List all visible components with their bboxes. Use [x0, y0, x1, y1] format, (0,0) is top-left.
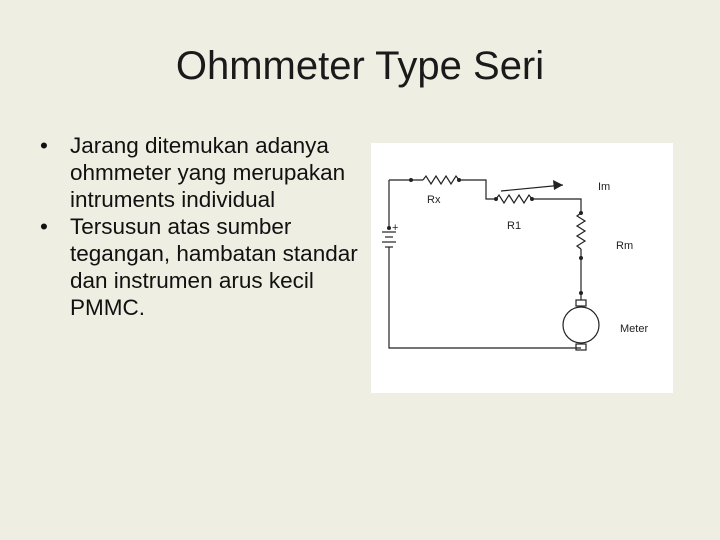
bullet-dot-icon: •	[40, 133, 48, 158]
slide-title: Ohmmeter Type Seri	[175, 44, 545, 88]
junction-dot	[530, 197, 534, 201]
circuit-svg	[371, 143, 673, 393]
label-im: Im	[598, 181, 611, 193]
circuit-diagram	[371, 143, 673, 393]
junction-dot	[579, 291, 583, 295]
bullet-item	[34, 213, 364, 321]
wire-bottom	[389, 277, 581, 348]
bullet-item	[34, 132, 364, 213]
junction-dot	[494, 197, 498, 201]
junction-dot	[409, 178, 413, 182]
bullet-dot-icon: •	[40, 214, 48, 239]
bullet-text: Tersusun atas sumber tegangan, hambatan standar dan instrumen arus kecil PMMC.	[70, 214, 358, 320]
label-r1: R1	[507, 220, 522, 232]
junction-dot	[579, 211, 583, 215]
bullet-list	[34, 132, 364, 321]
resistor-rm	[577, 213, 585, 249]
label-rx: Rx	[427, 194, 441, 206]
arrow-head-icon	[553, 180, 563, 190]
junction-dot	[579, 256, 583, 260]
bullet-text: Jarang ditemukan adanya ohmmeter yang merupakan intruments individual	[70, 133, 346, 212]
wire-top-mid	[459, 180, 496, 199]
wire-top-right	[532, 199, 581, 213]
resistor-rx	[423, 176, 459, 184]
meter-bottom-terminal	[576, 344, 586, 350]
meter-top-terminal	[576, 300, 586, 306]
resistor-r1	[496, 195, 532, 203]
label-battery-plus: +	[392, 222, 399, 234]
meter-body-icon	[563, 307, 599, 343]
label-rm: Rm	[616, 240, 634, 252]
junction-dot	[387, 226, 391, 230]
label-meter: Meter	[620, 323, 649, 335]
junction-dot	[457, 178, 461, 182]
